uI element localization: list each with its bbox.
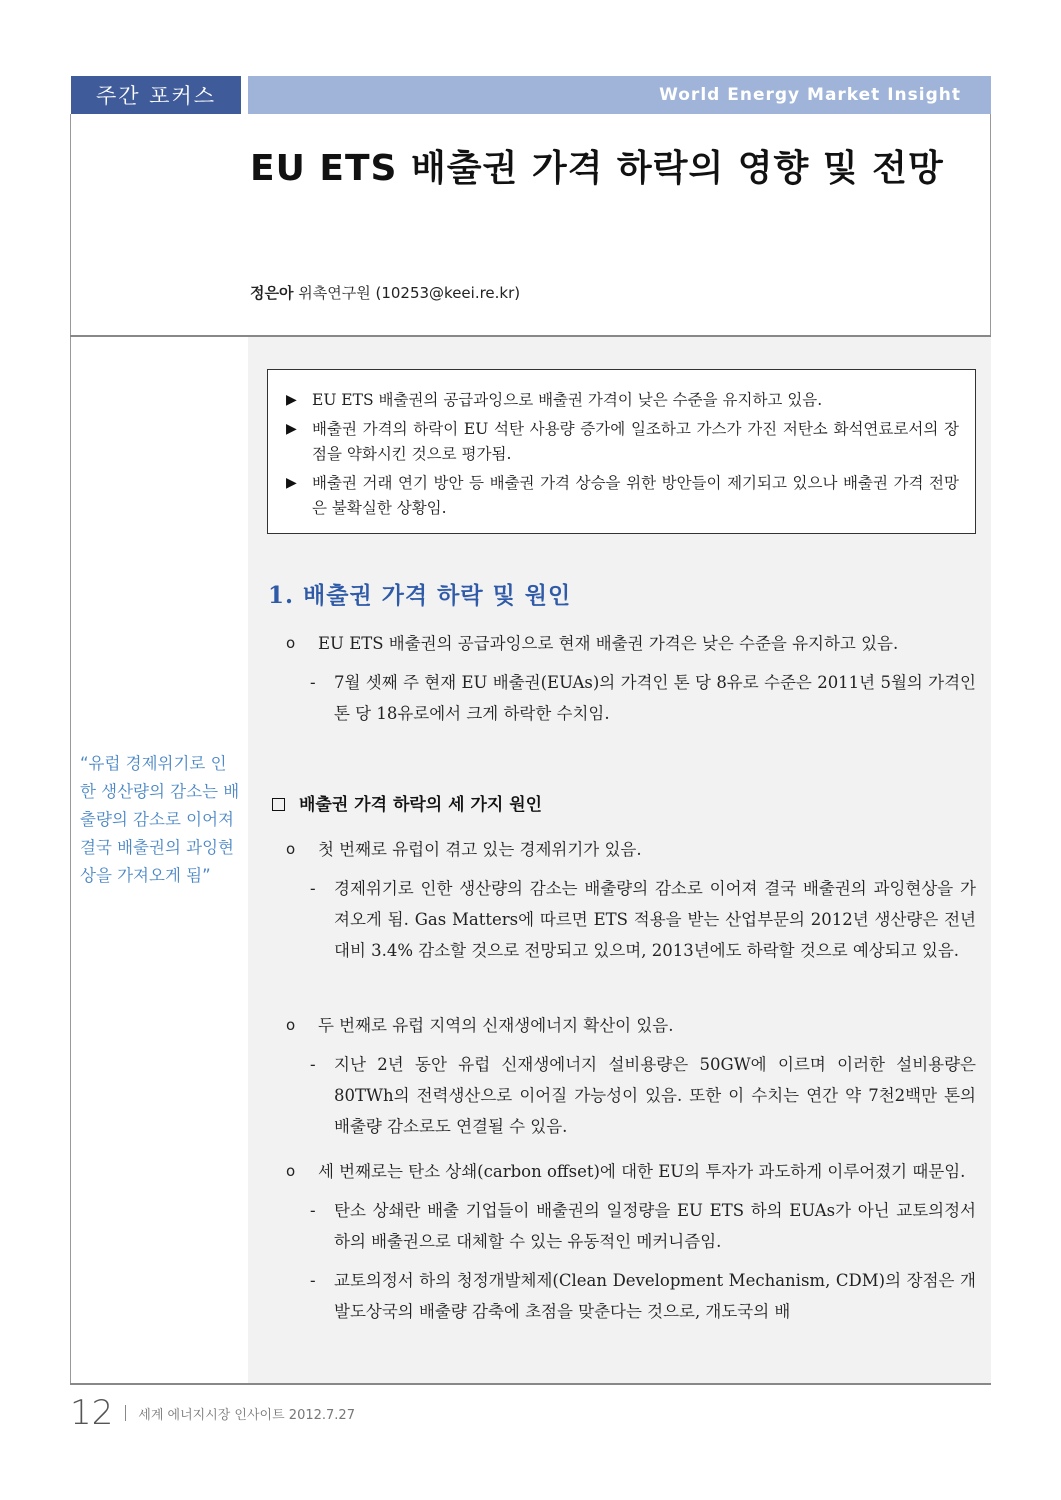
author-name: 정은아: [250, 284, 294, 302]
sub-list-item: - 탄소 상쇄란 배출 기업들이 배출권의 일정량을 EU ETS 하의 EUAs가 아닌 교토의정서 하의 배출권으로 대체할 수 있는 유동적인 메커니즘임.: [286, 1195, 976, 1257]
triangle-bullet-icon: ▶: [286, 475, 297, 491]
right-rule: [990, 114, 991, 336]
page-number: 12: [70, 1393, 114, 1433]
page-footer: [70, 1393, 355, 1433]
pull-quote: “유럽 경제위기로 인한 생산량의 감소는 배출량의 감소로 이어져 결국 배출권의 과잉현상을 가져오게 됨”: [80, 754, 240, 885]
sub-list-item: - 지난 2년 동안 유럽 신재생에너지 설비용량은 50GW에 이르며 이러한 설비용량은 80TWh의 전력생산으로 이어질 가능성이 있음. 또한 이 수치는 연간 약 7천2백만 톤의 배출량 감소로도 연결될 수 있음.: [286, 1049, 976, 1142]
list-item: o 첫 번째로 유럽이 겪고 있는 경제위기가 있음.: [286, 834, 976, 865]
circle-bullet-icon: o: [286, 840, 296, 858]
circle-bullet-icon: o: [286, 1162, 296, 1180]
circle-bullet-icon: o: [286, 634, 296, 652]
dash-bullet-icon: -: [310, 673, 316, 692]
summary-item: ▶ 배출권 가격의 하락이 EU 석탄 사용량 증가에 일조하고 가스가 가진 저탄소 화석연료로서의 장점을 약화시킨 것으로 평가됨.: [286, 417, 959, 467]
paragraph-block: [286, 1156, 976, 1327]
author-line: [250, 282, 520, 303]
circle-bullet-icon: o: [286, 1016, 296, 1034]
sub-list-item: - 경제위기로 인한 생산량의 감소는 배출량의 감소로 이어져 결국 배출권의 과잉현상을 가져오게 됨. Gas Matters에 따르면 ETS 적용을 받는 산업부문의 2012년 생산량은 전년대비 3.4% 감소할 것으로 전망되고 있으며, 2013년에도 하락할 것으로 예상되고 있음.: [286, 873, 976, 966]
summary-item: ▶ 배출권 거래 연기 방안 등 배출권 가격 상승을 위한 방안들이 제기되고 있으나 배출권 가격 전망은 불확실한 상황임.: [286, 471, 959, 521]
subheading: 배출권 가격 하락의 세 가지 원인: [272, 790, 542, 815]
paragraph-block: [286, 834, 976, 966]
footer-divider: [70, 1383, 991, 1385]
left-rule: [70, 114, 71, 1384]
header-band: [248, 76, 991, 114]
author-info: 위촉연구원 (10253@keei.re.kr): [298, 284, 521, 302]
sub-list-item: - 교토의정서 하의 청정개발체제(Clean Development Mechanism, CDM)의 장점은 개발도상국의 배출량 감축에 초점을 맞춘다는 것으로, 개도국의 배: [286, 1265, 976, 1327]
publication-brand: World Energy Market Insight: [659, 85, 961, 105]
list-item: o 세 번째로는 탄소 상쇄(carbon offset)에 대한 EU의 투자가 과도하게 이루어졌기 때문임.: [286, 1156, 976, 1187]
triangle-bullet-icon: ▶: [286, 421, 297, 437]
dash-bullet-icon: -: [310, 1055, 316, 1074]
section-tag: [71, 76, 241, 114]
list-item: o 두 번째로 유럽 지역의 신재생에너지 확산이 있음.: [286, 1010, 976, 1041]
paragraph-block: [286, 628, 976, 729]
footer-separator: [125, 1405, 126, 1421]
summary-item: ▶ EU ETS 배출권의 공급과잉으로 배출권 가격이 낮은 수준을 유지하고 있음.: [286, 388, 959, 413]
sub-list-item: - 7월 셋째 주 현재 EU 배출권(EUAs)의 가격인 톤 당 8유로 수준은 2011년 5월의 가격인 톤 당 18유로에서 크게 하락한 수치임.: [286, 667, 976, 729]
dash-bullet-icon: -: [310, 1271, 316, 1290]
dash-bullet-icon: -: [310, 879, 316, 898]
square-bullet-icon: [272, 798, 285, 811]
summary-box: [267, 369, 976, 534]
dash-bullet-icon: -: [310, 1201, 316, 1220]
list-item: o EU ETS 배출권의 공급과잉으로 현재 배출권 가격은 낮은 수준을 유지하고 있음.: [286, 628, 976, 659]
article-title: EU ETS 배출권 가격 하락의 영향 및 전망: [250, 148, 944, 189]
paragraph-block: [286, 1010, 976, 1142]
section-heading: 1. 배출권 가격 하락 및 원인: [268, 582, 572, 609]
publication-info: 세계 에너지시장 인사이트 2012.7.27: [138, 1407, 355, 1423]
triangle-bullet-icon: ▶: [286, 392, 297, 408]
section-tag-label: 주간 포커스: [95, 84, 217, 108]
